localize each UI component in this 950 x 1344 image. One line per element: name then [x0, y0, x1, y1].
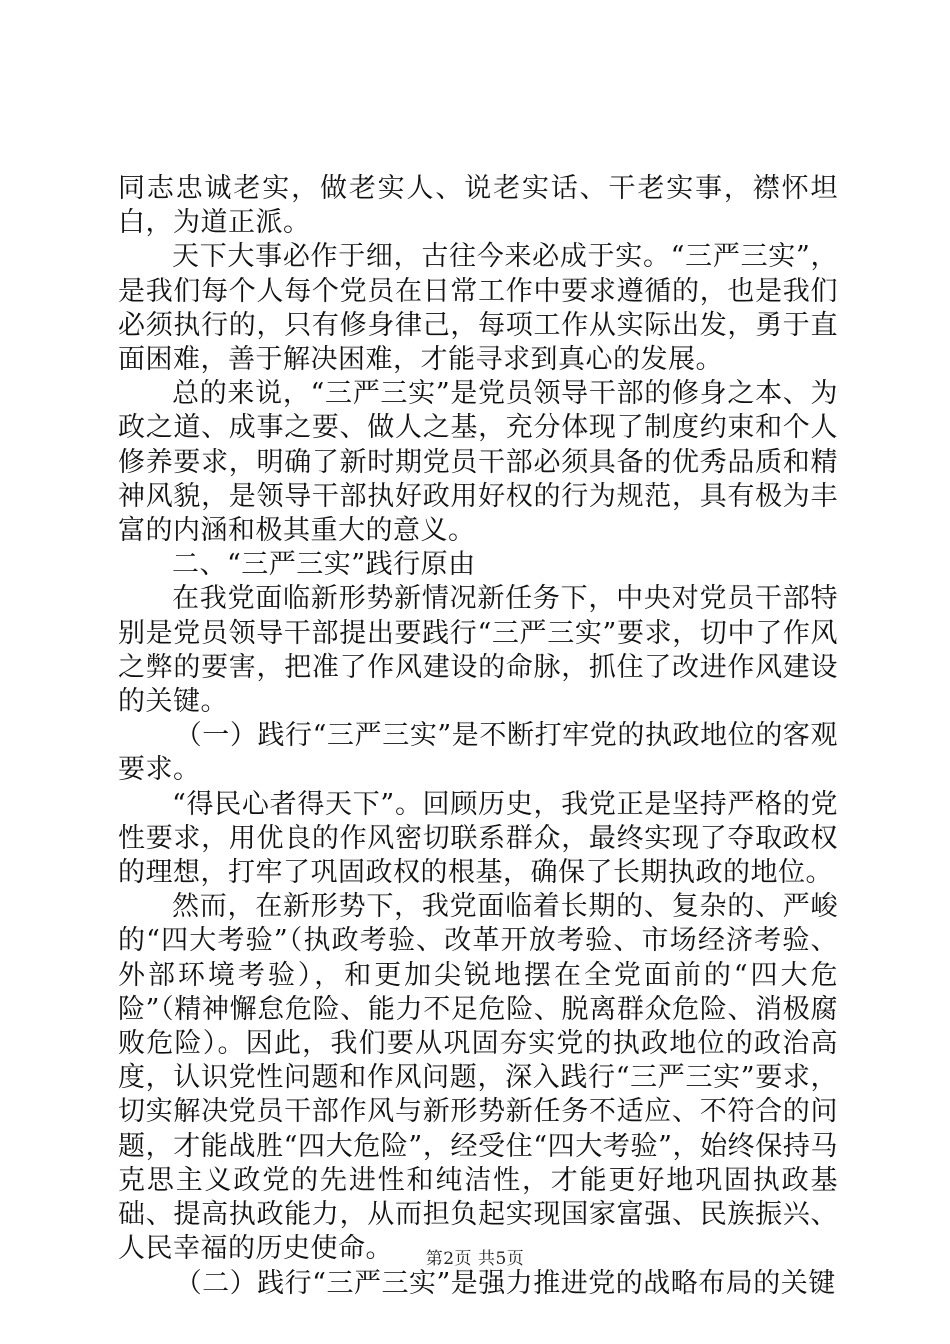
paragraph: 总的来说，“三严三实”是党员领导干部的修身之本、为政之道、成事之要、做人之基，充分体现了制度约束和个人修养要求，明确了新时期党员干部必须具备的优秀品质和精神风貌，是领导干部执好政用好权的行为规范，具有极为丰富的内涵和极其重大的意义。: [118, 378, 838, 547]
subsection-heading: （一）践行“三严三实”是不断打牢党的执政地位的客观要求。: [118, 720, 838, 786]
page-number-footer: 第2页 共5页: [425, 1249, 525, 1269]
section-heading: 二、“三严三实”践行原由: [172, 549, 476, 581]
paragraph: 在我党面临新形势新情况新任务下，中央对党员干部特别是党员领导干部提出要践行“三严三实”要求，切中了作风之弊的要害，把准了作风建设的命脉，抓住了改进作风建设的关键。: [118, 583, 838, 718]
paragraph: “得民心者得天下”。回顾历史，我党正是坚持严格的党性要求，用优良的作风密切联系群众，最终实现了夺取政权的理想，打牢了巩固政权的根基，确保了长期执政的地位。: [118, 788, 838, 889]
paragraph: 然而，在新形势下，我党面临着长期的、复杂的、严峻的“四大考验”（执政考验、改革开放考验、市场经济考验、外部环境考验），和更加尖锐地摆在全党面前的“四大危险”（精神懈怠危险、能力不足危险、脱离群众危险、消极腐败危险）。因此，我们要从巩固夯实党的执政地位的政治高度，认识党性问题和作风问题，深入践行“三严三实”要求，切实解决党员干部作风与新形势新任务不适应、不符合的问题，才能战胜“四大危险”，经受住“四大考验”，始终保持马克思主义政党的先进性和纯洁性，才能更好地巩固执政基础、提高执政能力，从而担负起实现国家富强、民族振兴、人民幸福的历史使命。: [118, 891, 838, 1265]
subsection-heading: （二）践行“三严三实”是强力推进党的战略布局的关键: [174, 1267, 836, 1299]
document-body: [118, 172, 838, 1301]
paragraph: 天下大事必作于细，古往今来必成于实。“三严三实”，是我们每个人每个党员在日常工作中要求遵循的，也是我们必须执行的，只有修身律己，每项工作从实际出发，勇于直面困难，善于解决困难，才能寻求到真心的发展。: [118, 241, 838, 376]
paragraph-continuation: 同志忠诚老实，做老实人、说老实话、干老实事，襟怀坦白，为道正派。: [118, 173, 838, 239]
